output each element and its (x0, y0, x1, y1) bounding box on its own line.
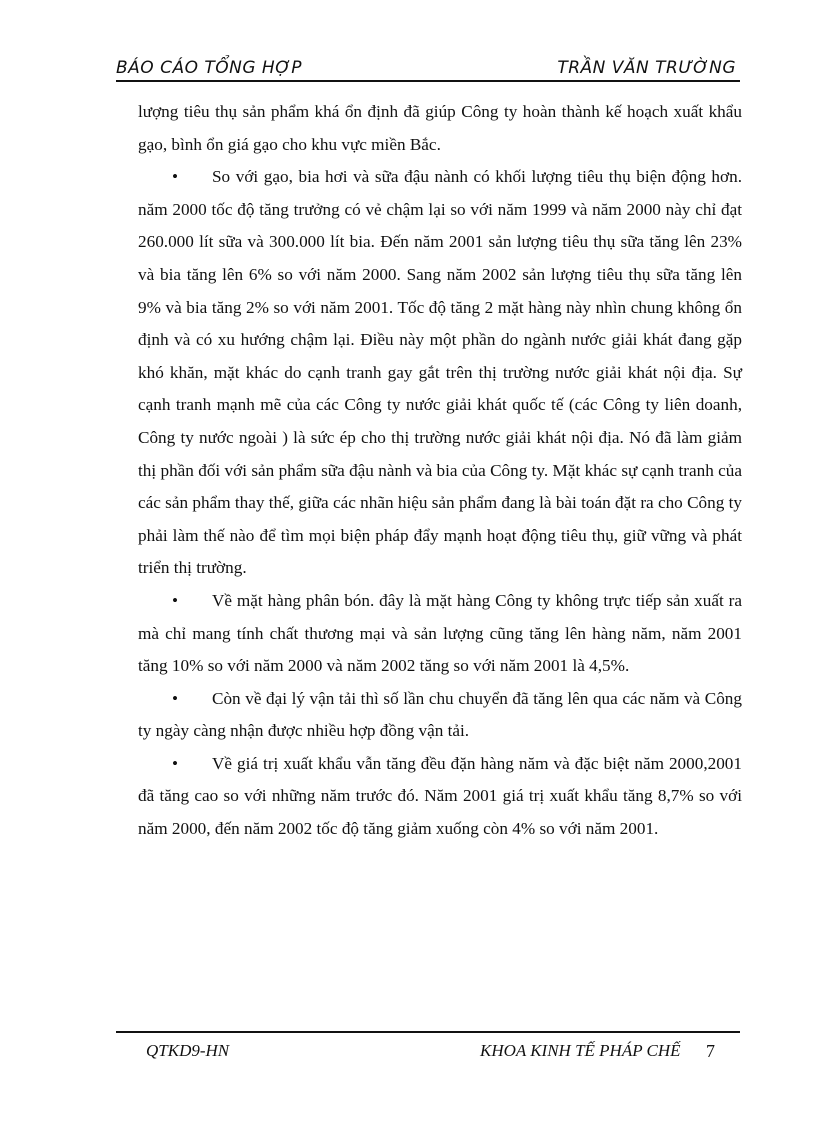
document-body (138, 96, 742, 846)
header-author-name: TRẦN VĂN TRƯỜNG (557, 58, 736, 78)
bullet-paragraph-transport (138, 683, 742, 748)
bullet-text: So với gạo, bia hơi và sữa đậu nành có khối lượng tiêu thụ biện động hơn. năm 2000 tốc độ tăng trưởng có vẻ chậm lại so với năm 1999 và năm 2000 này chỉ đạt 260.000 lít sữa và 300.000 lít bia. Đến năm 2001 sản lượng tiêu thụ sữa tăng lên 23% và bia tăng lên 6% so với năm 2000. Sang năm 2002 sản lượng tiêu thụ sữa tăng lên 9% và bia tăng 2% so với năm 2001. Tốc độ tăng 2 mặt hàng này nhìn chung không ổn định và có xu hướng chậm lại. Điều này một phần do ngành nước giải khát đang gặp khó khăn, mặt khác do cạnh tranh gay gắt trên thị trường nước giải khát nội địa. Sự cạnh tranh mạnh mẽ của các Công ty nước giải khát quốc tế (các Công ty liên doanh, Công ty nước ngoài ) là sức ép cho thị trường nước giải khát nội địa. Nó đã làm giảm thị phần đối với sản phẩm sữa đậu nành và bia của Công ty. Mặt khác sự cạnh tranh của các sản phẩm thay thế, giữa các nhãn hiệu sản phẩm đang là bài toán đặt ra cho Công ty phải làm thế nào để tìm mọi biện pháp đẩy mạnh hoạt động tiêu thụ, giữ vững và phát triển thị trường. (138, 167, 742, 578)
bullet-icon: • (172, 590, 179, 610)
bullet-paragraph-drinks (138, 161, 742, 585)
footer-faculty-name: KHOA KINH TẾ PHÁP CHẾ (480, 1041, 681, 1060)
bullet-text: Về giá trị xuất khẩu vẫn tăng đều đặn hàng năm và đặc biệt năm 2000,2001 đã tăng cao so với những năm trước đó. Năm 2001 giá trị xuất khẩu tăng 8,7% so với năm 2000, đến năm 2002 tốc độ tăng giảm xuống còn 4% so với năm 2001. (138, 753, 742, 839)
header-report-title: BÁO CÁO TỔNG HỢP (116, 58, 302, 78)
bullet-icon: • (172, 753, 179, 773)
page-header (116, 58, 740, 82)
bullet-paragraph-export (138, 748, 742, 846)
bullet-paragraph-fertilizer (138, 585, 742, 683)
footer-class-code: QTKD9-HN (146, 1041, 230, 1060)
bullet-text: Về mặt hàng phân bón. đây là mặt hàng Công ty không trực tiếp sản xuất ra mà chỉ mang tính chất thương mại và sản lượng cũng tăng lên hàng năm, năm 2001 tăng 10% so với năm 2000 và năm 2002 tăng so với năm 2001 là 4,5%. (138, 590, 742, 676)
paragraph-continuation: lượng tiêu thụ sản phẩm khá ổn định đã giúp Công ty hoàn thành kế hoạch xuất khẩu gạo, bình ổn giá gạo cho khu vực miền Bắc. (138, 102, 742, 154)
bullet-text: Còn về đại lý vận tải thì số lần chu chuyển đã tăng lên qua các năm và Công ty ngày càng nhận được nhiều hợp đồng vận tải. (138, 688, 742, 741)
bullet-icon: • (172, 167, 179, 187)
footer-divider (116, 1031, 740, 1033)
bullet-icon: • (172, 688, 179, 708)
page-number: 7 (706, 1041, 715, 1061)
